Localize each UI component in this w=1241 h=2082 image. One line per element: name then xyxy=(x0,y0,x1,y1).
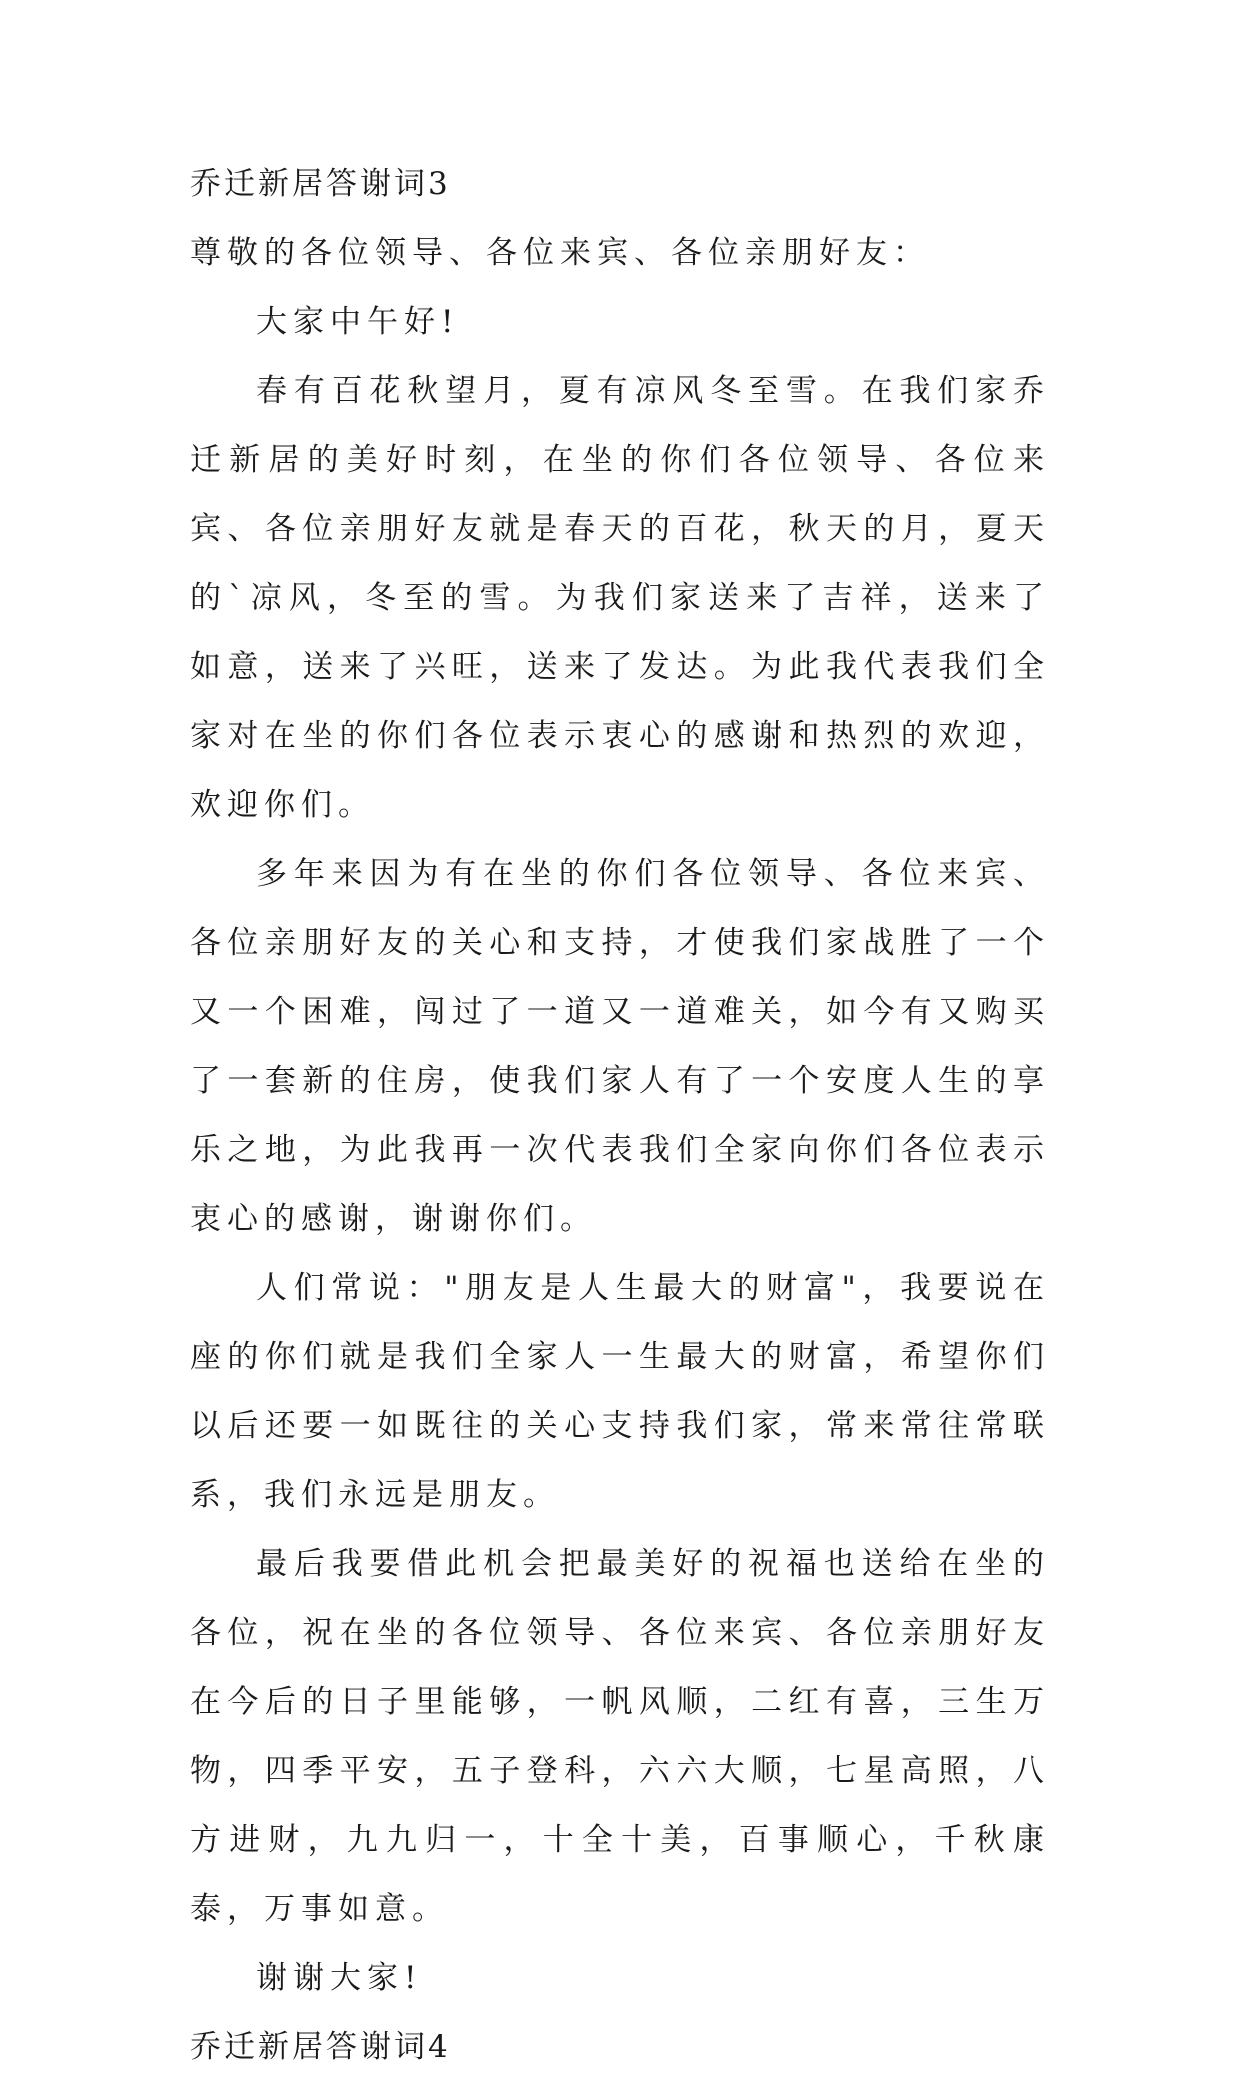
paragraph-greeting: 大家中午好! xyxy=(256,304,460,340)
document-body xyxy=(190,150,1050,2082)
paragraph-blessings: 最后我要借此机会把最美好的祝福也送给在坐的各位，祝在坐的各位领导、各位来宾、各位亲朋好友在今后的日子里能够，一帆风顺，二红有喜，三生万物，四季平安，五子登科，六六大顺，七星高照，八方进财，九九归一，十全十美，百事顺心，千秋康泰，万事如意。 xyxy=(190,1546,1050,1927)
salutation: 尊敬的各位领导、各位来宾、各位亲朋好友： xyxy=(190,235,930,271)
paragraph-friends: 人们常说："朋友是人生最大的财富"，我要说在座的你们就是我们全家人一生最大的财富，希望你们以后还要一如既往的关心支持我们家，常来常往常联系，我们永远是朋友。 xyxy=(190,1270,1050,1513)
section-heading-4: 乔迁新居答谢词4 xyxy=(190,2029,451,2065)
paragraph-thanks: 谢谢大家! xyxy=(256,1960,423,1996)
paragraph-seasons: 春有百花秋望月，夏有凉风冬至雪。在我们家乔迁新居的美好时刻，在坐的你们各位领导、各位来宾、各位亲朋好友就是春天的百花，秋天的月，夏天的`凉风，冬至的雪。为我们家送来了吉祥，送来了如意，送来了兴旺，送来了发达。为此我代表我们全家对在坐的你们各位表示衷心的感谢和热烈的欢迎，欢迎你们。 xyxy=(190,373,1050,823)
section-heading-3: 乔迁新居答谢词3 xyxy=(190,166,451,202)
paragraph-support: 多年来因为有在坐的你们各位领导、各位来宾、各位亲朋好友的关心和支持，才使我们家战胜了一个又一个困难，闯过了一道又一道难关，如今有又购买了一套新的住房，使我们家人有了一个安度人生的享乐之地，为此我再一次代表我们全家向你们各位表示衷心的感谢，谢谢你们。 xyxy=(190,856,1050,1237)
